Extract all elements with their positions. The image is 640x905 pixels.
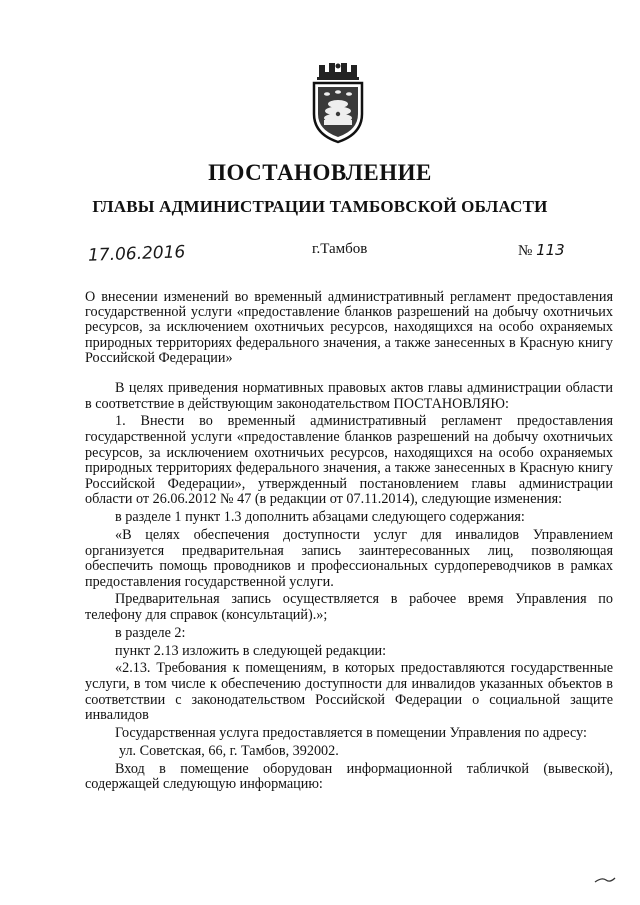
body-paragraph: «2.13. Требования к помещениям, в которых предоставляются государственные услуги, в том числе к обеспечению доступности для инвалидов указанных объектов в соответствии с законодательством Российской Федерации о социальной защите инвалидов — [85, 660, 613, 724]
number-value: 113 — [536, 241, 565, 259]
body-paragraph: «В целях обеспечения доступности услуг для инвалидов Управлением организуется предварительная запись заинтересованных лиц, позволяющая обеспечить помощь проводников и профессиональных сурдопереводчиков в рамках предоставления государственной услуги. — [85, 526, 613, 590]
body-paragraph: В целях приведения нормативных правовых актов главы администрации области в соответствие в действующим законодательством ПОСТАНОВЛЯЮ: — [85, 380, 613, 412]
body-paragraph: 1. Внести во временный административный регламент предоставления государственной услуги «предоставление бланков разрешений на добычу охотничьих ресурсов, за исключением охотничьих ресурсов, находящихся на особо охраняемых природных территориях федерального значения, а также занесенных в Красную книгу Российской Федерации», утвержденный постановлением главы администрации области от 26.06.2012 № 47 (в редакции от 07.11.2014), следующие изменения: — [85, 413, 613, 508]
document-number — [518, 241, 565, 260]
pen-mark-icon — [594, 876, 616, 884]
document-date: 17.06.2016 — [87, 242, 186, 266]
tambov-coat-of-arms-icon — [305, 62, 371, 144]
body-paragraph: Государственная услуга предоставляется в помещении Управления по адресу: — [115, 724, 587, 741]
page-title: ПОСТАНОВЛЕНИЕ — [208, 160, 432, 185]
document-subject: О внесении изменений во временный административный регламент предоставления государственной услуги «предоставление бланков разрешений на добычу охотничьих ресурсов, за исключением охотничьих ресурсов, находящихся на особо охраняемых природных территориях федерального значения, а также занесенных в Красную книгу Российской Федерации» — [85, 289, 613, 366]
body-paragraph: пункт 2.13 изложить в следующей редакции: — [115, 642, 387, 659]
document-body — [85, 381, 613, 795]
document-city: г.Тамбов — [312, 241, 368, 257]
body-paragraph: Предварительная запись осуществляется в рабочее время Управления по телефону для справок (консультаций).»; — [85, 591, 613, 624]
body-paragraph: в разделе 1 пункт 1.3 дополнить абзацами следующего содержания: — [115, 509, 525, 526]
body-paragraph: в разделе 2: — [115, 624, 186, 641]
body-paragraph: Вход в помещение оборудован информационной табличкой (вывеской), содержащей следующую информацию: — [85, 760, 613, 793]
number-label: № — [518, 243, 533, 259]
page-subtitle: ГЛАВЫ АДМИНИСТРАЦИИ ТАМБОВСКОЙ ОБЛАСТИ — [92, 197, 548, 216]
body-paragraph: ул. Советская, 66, г. Тамбов, 392002. — [119, 742, 339, 759]
